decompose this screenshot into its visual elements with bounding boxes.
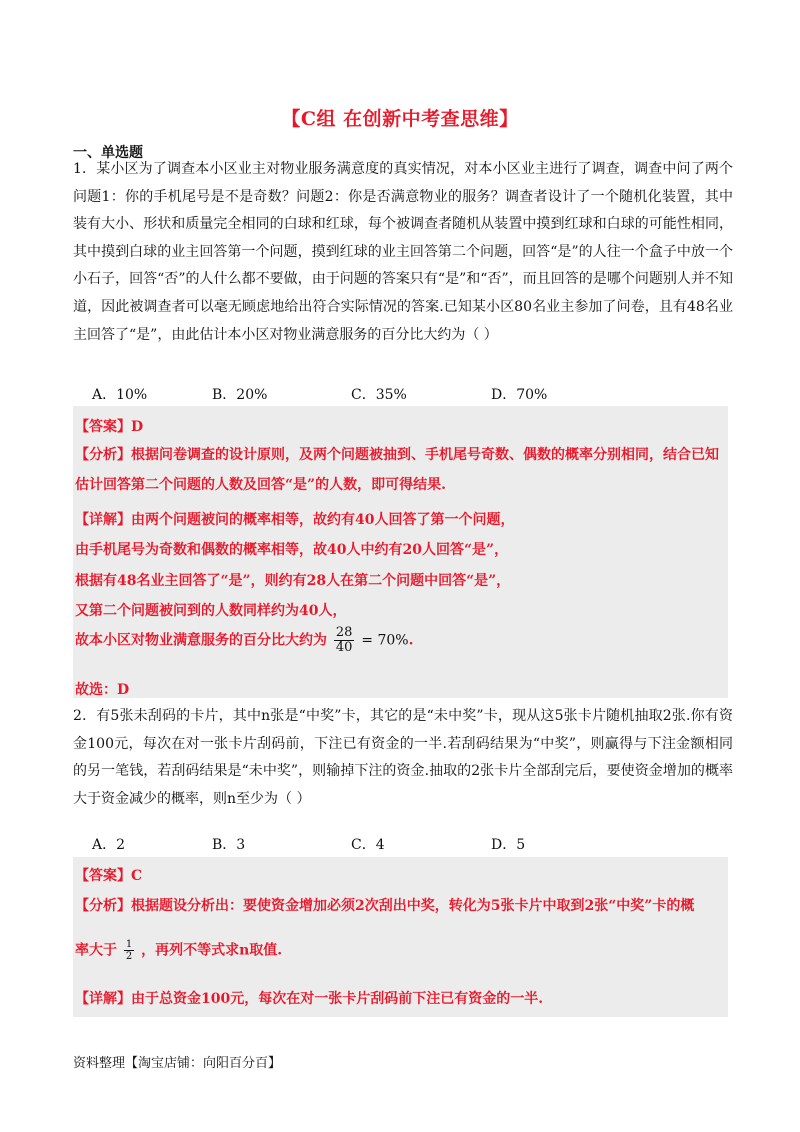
detail-line-1: 【详解】由两个问题被问的概率相等，故约有40人回答了第一个问题， <box>75 512 515 528</box>
detail-line-3: 根据有48名业主回答了“是”，则约有28人在第二个问题中回答“是”， <box>75 573 511 589</box>
analysis-line-1: 【分析】根据问卷调查的设计原则，及两个问题被抽到、手机尾号奇数、偶数的概率分别相同，结合已知 <box>75 447 719 463</box>
fraction-denominator: 40 <box>335 640 353 655</box>
answer-line: 【答案】C <box>75 868 143 884</box>
page-footer: 资料整理【淘宝店铺：向阳百分百】 <box>73 1056 282 1071</box>
fraction-denominator: 2 <box>125 951 133 962</box>
answer-block-1 <box>73 406 728 698</box>
analysis-line-2-post: ，再列不等式求n取值. <box>141 942 283 959</box>
answer-line: 【答案】D <box>75 419 144 435</box>
detail-line-2: 由手机尾号为奇数和偶数的概率相等，故40人中约有20人回答“是”， <box>75 542 509 558</box>
detail-line-5-text: 故本小区对物业满意服务的百分比大约为 <box>75 632 327 649</box>
option-c: C．35% <box>351 387 407 403</box>
fraction <box>334 626 355 655</box>
option-a: A．10% <box>92 387 148 403</box>
detail-line-4: 又第二个问题被问到的人数同样约为40人， <box>75 603 347 619</box>
option-b: B．20% <box>212 387 268 403</box>
option-c: C．4 <box>351 837 385 853</box>
question-1 <box>73 156 733 349</box>
percent-result: = 70% <box>361 632 409 649</box>
section-heading: 一、单选题 <box>73 145 143 161</box>
analysis-line-1: 【分析】根据题设分析出：要使资金增加必须2次刮出中奖，转化为5张卡片中取到2张“中奖”卡的概 <box>75 898 695 914</box>
analysis-line-2: 估计回答第二个问题的人数及回答“是”的人数，即可得结果. <box>75 477 446 493</box>
question-2-text: 2．有5张未刮码的卡片，其中n张是“中奖”卡，其它的是“未中奖”卡，现从这5张卡片随机抽取2张.你有资金100元，每次在对一张卡片刮码前，下注已有资金的一半.若刮码结果为“中奖”，则赢得与下注金额相同的另一笔钱，若刮码结果是“未中奖”，则输掉下注的资金.抽取的2张卡片全部刮完后，要使资金增加的概率大于资金减少的概率，则n至少为（ ） <box>73 708 733 807</box>
fraction-numerator: 1 <box>125 939 133 950</box>
fraction-numerator: 28 <box>335 625 353 640</box>
period: . <box>408 632 414 649</box>
option-d: D．70% <box>491 387 548 403</box>
choice-line: 故选：D <box>75 682 130 698</box>
question-2 <box>73 703 733 813</box>
question-1-text: 1．某小区为了调查本小区业主对物业服务满意度的真实情况，对本小区业主进行了调查，调查中问了两个问题1：你的手机尾号是不是奇数？问题2：你是否满意物业的服务？调查者设计了一个随机化装置，其中装有大小、形状和质量完全相同的白球和红球，每个被调查者随机从装置中摸到红球和白球的可能性相同，其中摸到白球的业主回答第一个问题，摸到红球的业主回答第二个问题，回答“是”的人往一个盒子中放一个小石子，回答“否”的人什么都不要做，由于问题的答案只有“是”和“否”，而且回答的是哪个问题别人并不知道，因此被调查者可以毫无顾虑地给出符合实际情况的答案.已知某小区80名业主参加了问卷，且有48名业主回答了“是”，由此估计本小区对物业满意服务的百分比大约为（ ） <box>73 161 733 343</box>
detail-line-1: 【详解】由于总资金100元，每次在对一张卡片刮码前下注已有资金的一半. <box>75 991 544 1007</box>
analysis-line-2-pre: 率大于 <box>75 942 117 959</box>
analysis-line-2 <box>75 939 282 962</box>
page-title: 【C组 在创新中考查思维】 <box>281 108 519 130</box>
option-b: B．3 <box>212 837 246 853</box>
option-d: D．5 <box>491 837 526 853</box>
answer-block-2 <box>73 857 728 1017</box>
detail-line-5 <box>75 626 413 655</box>
option-a: A．2 <box>92 837 126 853</box>
fraction <box>124 939 134 962</box>
